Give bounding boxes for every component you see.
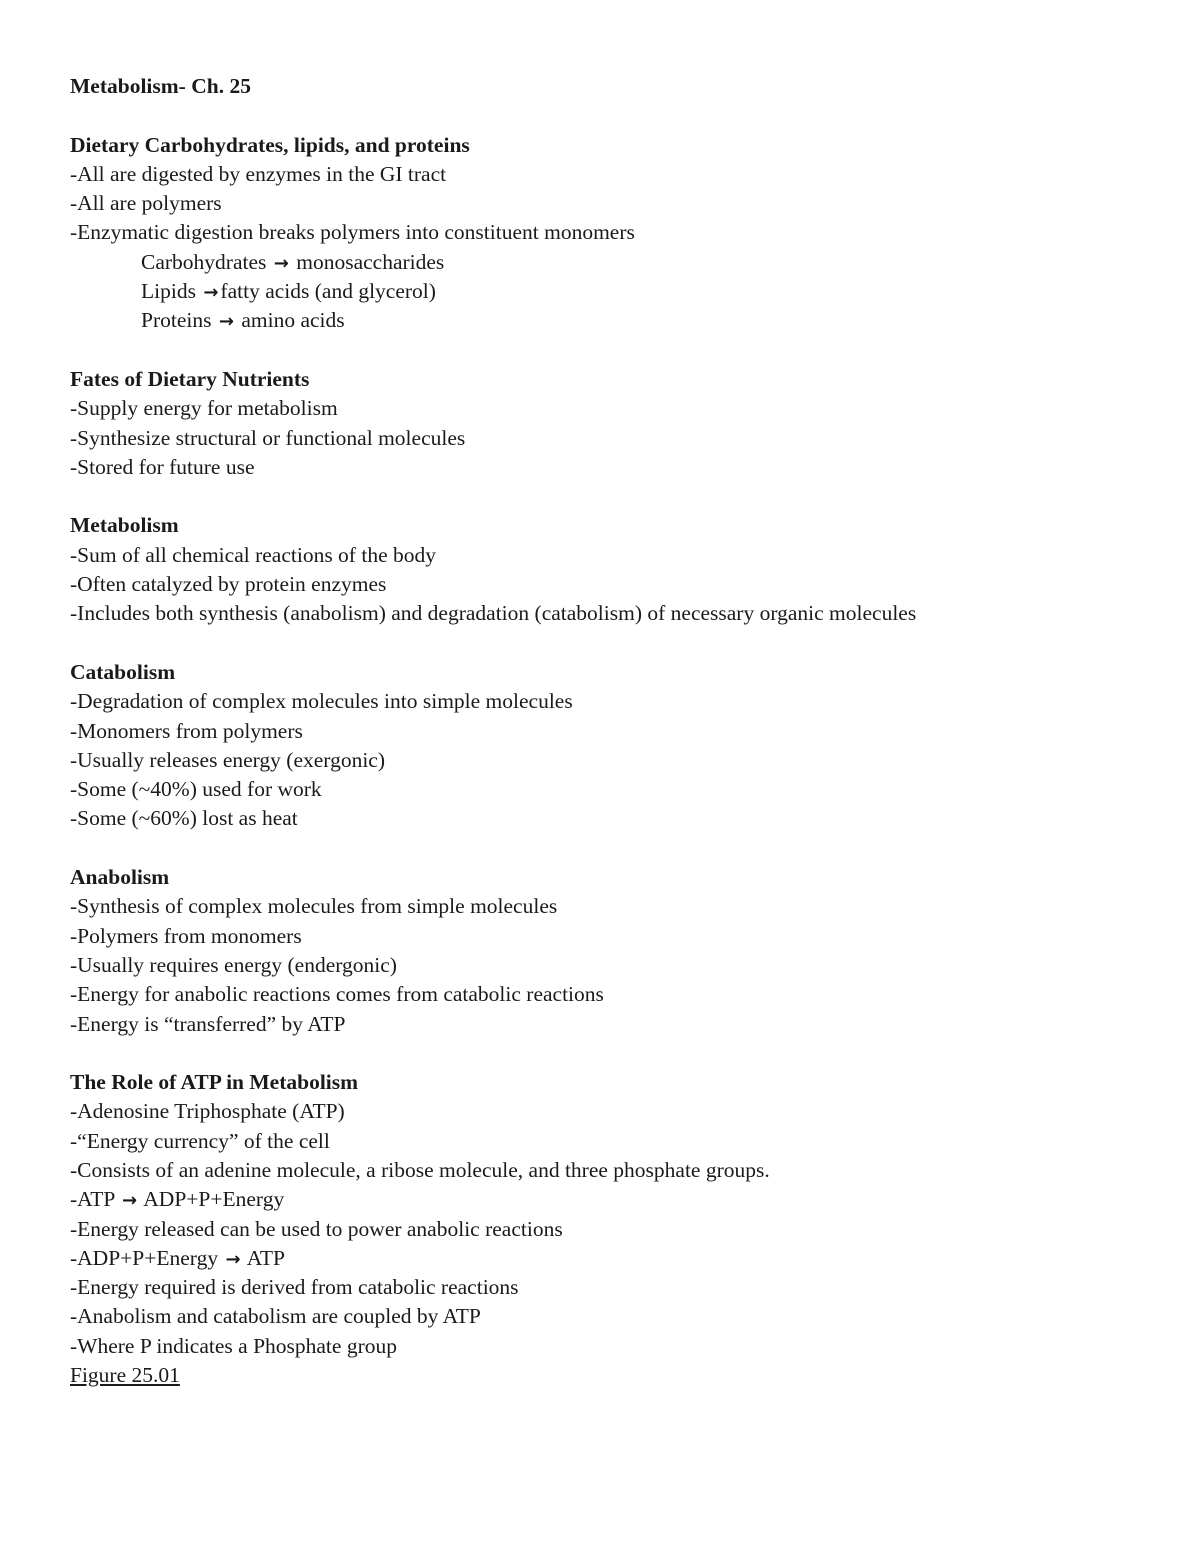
reaction-from: -ATP [70,1187,115,1212]
figure-link[interactable]: Figure 25.01 [70,1363,180,1388]
list-item: -“Energy currency” of the cell [70,1128,330,1153]
reaction-to: ADP+P+Energy [143,1187,285,1212]
spacer [70,482,1140,511]
list-item: -Usually releases energy (exergonic) [70,747,386,772]
list-item: -Energy required is derived from catabolic reactions [70,1275,519,1300]
list-item: -Sum of all chemical reactions of the body [70,542,436,567]
document-page [70,72,1140,1390]
conversion-from: Proteins [141,308,212,333]
heading-anabolism: Anabolism [70,865,170,890]
spacer [70,1039,1140,1068]
list-item: -All are digested by enzymes in the GI tract [70,161,447,186]
conversion-to: monosaccharides [296,249,445,274]
list-item: -Degradation of complex molecules into simple molecules [70,689,573,714]
reaction-from: -ADP+P+Energy [70,1245,219,1270]
heading-metabolism: Metabolism [70,513,179,538]
spacer [70,336,1140,365]
list-item: -Anabolism and catabolism are coupled by ATP [70,1304,481,1329]
list-item: -Often catalyzed by protein enzymes [70,572,387,597]
reaction-atp-hydrolysis [70,1185,1140,1214]
arrow-right-icon: → [218,311,234,333]
heading-catabolism: Catabolism [70,659,176,684]
list-item: -Some (~40%) used for work [70,777,322,802]
list-item: -Monomers from polymers [70,718,303,743]
heading-atp: The Role of ATP in Metabolism [70,1070,359,1095]
conversion-carbohydrates [70,248,1140,277]
conversion-lipids [70,277,1140,306]
spacer [70,629,1140,658]
conversion-to: fatty acids (and glycerol) [220,279,436,304]
list-item: -Polymers from monomers [70,923,302,948]
list-item: -Supply energy for metabolism [70,396,338,421]
arrow-right-icon: → [225,1248,241,1270]
list-item: -Enzymatic digestion breaks polymers into constituent monomers [70,220,635,245]
reaction-atp-synthesis [70,1244,1140,1273]
arrow-right-icon: → [203,282,219,304]
conversion-from: Lipids [141,279,196,304]
arrow-right-icon: → [273,252,289,274]
list-item: -Adenosine Triphosphate (ATP) [70,1099,345,1124]
list-item: -All are polymers [70,191,222,216]
list-item: -Synthesize structural or functional molecules [70,425,466,450]
list-item: -Energy for anabolic reactions comes from catabolic reactions [70,982,604,1007]
conversion-to: amino acids [241,308,345,333]
list-item: -Usually requires energy (endergonic) [70,952,397,977]
conversion-proteins [70,306,1140,335]
heading-dietary: Dietary Carbohydrates, lipids, and proteins [70,132,470,157]
arrow-right-icon: → [121,1190,138,1212]
spacer [70,834,1140,863]
spacer [70,101,1140,130]
list-item: -Energy released can be used to power anabolic reactions [70,1216,563,1241]
list-item: -Energy is “transferred” by ATP [70,1011,346,1036]
reaction-to: ATP [246,1245,285,1270]
document-title: Metabolism- Ch. 25 [70,74,251,98]
list-item: -Stored for future use [70,454,255,479]
list-item: -Some (~60%) lost as heat [70,806,298,831]
list-item: -Consists of an adenine molecule, a ribose molecule, and three phosphate groups. [70,1157,770,1182]
list-item: -Where P indicates a Phosphate group [70,1333,397,1358]
conversion-from: Carbohydrates [141,249,267,274]
heading-fates: Fates of Dietary Nutrients [70,366,310,391]
list-item: -Synthesis of complex molecules from simple molecules [70,894,558,919]
list-item: -Includes both synthesis (anabolism) and degradation (catabolism) of necessary organic molecules [70,601,917,626]
